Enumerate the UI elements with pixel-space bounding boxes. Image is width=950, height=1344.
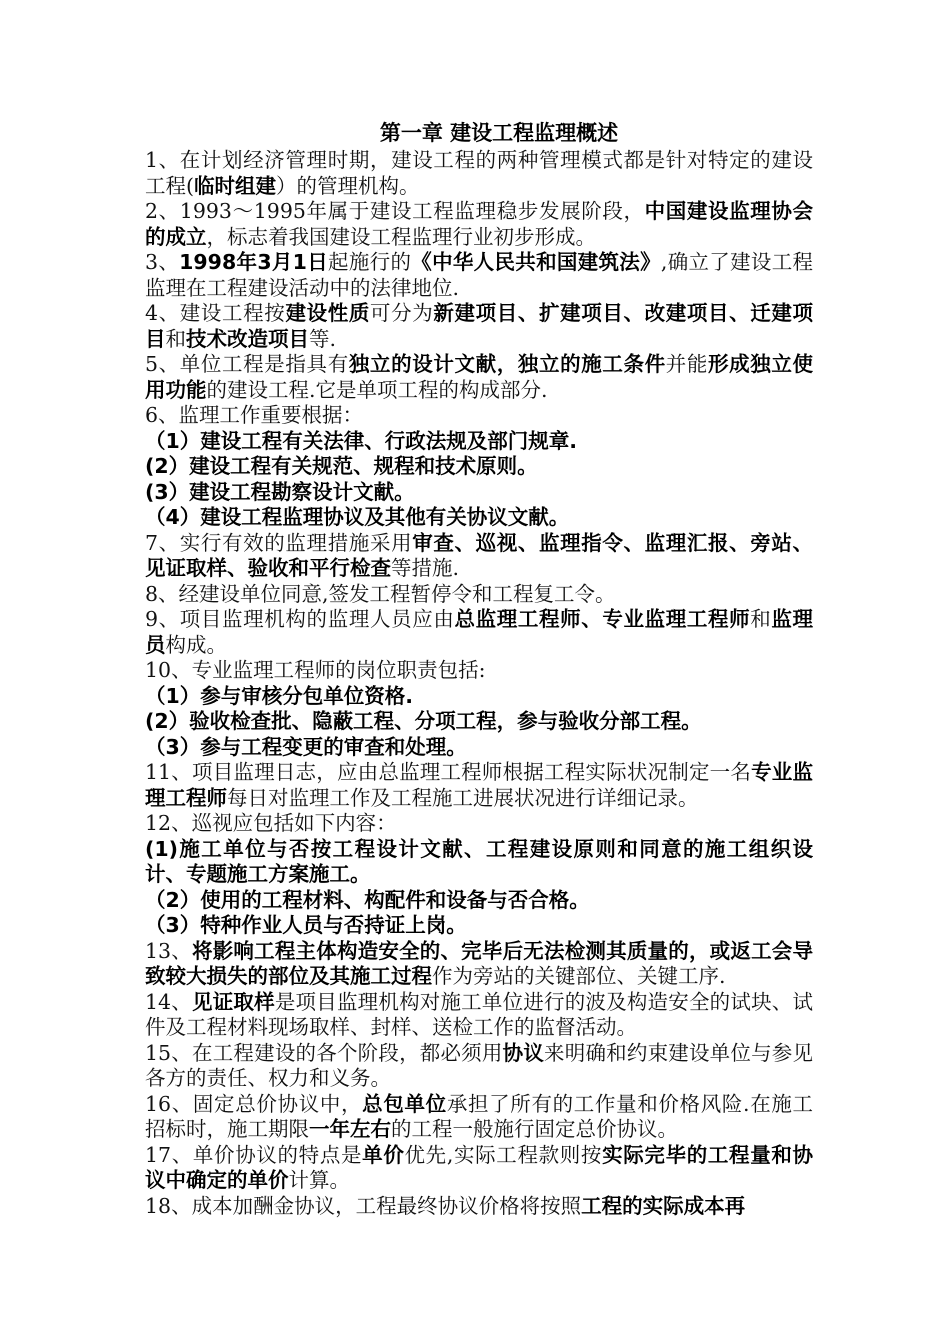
text-run: 14、 xyxy=(145,989,192,1014)
paragraph xyxy=(145,1194,813,1220)
paragraph xyxy=(145,939,813,990)
text-run: 7、实行有效的监理措施采用 xyxy=(145,530,413,555)
bold-text-run: (2）验收检查批、隐蔽工程、分项工程，参与验收分部工程。 xyxy=(145,709,702,733)
text-run: 并能 xyxy=(665,352,709,376)
bold-text-run: (3）建设工程勘察设计文献。 xyxy=(145,479,415,504)
text-run: 优先,实际工程款则按 xyxy=(404,1142,603,1167)
text-run: 6、监理工作重要根据： xyxy=(145,403,364,427)
text-run: 10、专业监理工程师的岗位职责包括: xyxy=(145,658,486,682)
bold-text-run: 独立的设计文献，独立的施工条件 xyxy=(348,352,666,376)
text-run: 9、项目监理机构的监理人员应由 xyxy=(145,607,455,631)
bold-text-run: 监理员 xyxy=(145,607,814,657)
text-run: 和 xyxy=(165,326,186,351)
text-run: 16、固定总价协议中， xyxy=(145,1091,363,1116)
paragraph xyxy=(145,480,813,506)
bold-text-run: 建设性质 xyxy=(285,301,370,325)
text-run: 8、经建设单位同意,签发工程暂停令和工程复工令。 xyxy=(145,581,616,606)
paragraph xyxy=(145,582,813,608)
bold-text-run: (2）建设工程有关规范、规程和技术原则。 xyxy=(145,454,538,478)
text-run: 4、建设工程按 xyxy=(145,301,286,325)
text-run: 是项目监理机构对施工单位进行的波及构造安全的试块、试件及工程材料现场取样、封样、送检工作的监督活动。 xyxy=(145,989,813,1039)
text-run: 等. xyxy=(309,326,337,351)
bold-text-run: (1)施工单位与否按工程设计文献、工程建设原则和同意的施工组织设计、专题施工方案施工。 xyxy=(145,836,813,886)
bold-text-run: （1）建设工程有关法律、行政法规及部门规章. xyxy=(145,428,578,453)
text-run: 承担了所有的工作量和价格风险.在施工招标时，施工期限 xyxy=(145,1091,814,1141)
bold-text-run: （1）参与审核分包单位资格. xyxy=(145,683,414,708)
text-run: 15、在工程建设的各个阶段，都必须用 xyxy=(145,1040,503,1065)
text-run: 1、在计划经济管理时期，建设工程的两种管理模式都是针对特定的建设工程( xyxy=(145,148,813,198)
text-run: 每日对监理工作及工程施工进展状况进行详细记录。 xyxy=(227,785,699,810)
text-run: 构成。 xyxy=(165,632,227,657)
paragraph xyxy=(145,811,813,837)
paragraph xyxy=(145,837,813,888)
text-run: 2、1993～1995年属于建设工程监理稳步发展阶段， xyxy=(145,199,645,223)
text-run: 5、单位工程是指具有 xyxy=(145,352,349,376)
paragraph xyxy=(145,429,813,455)
bold-text-run: 工程的实际成本再 xyxy=(581,1193,746,1218)
bold-text-run: 专业监理工程师 xyxy=(145,760,813,810)
bold-text-run: 临时组建 xyxy=(194,173,276,198)
bold-text-run: （3）特种作业人员与否持证上岗。 xyxy=(145,913,467,937)
paragraph xyxy=(145,1092,813,1143)
bold-text-run: 总监理工程师、专业监理工程师 xyxy=(454,607,751,631)
text-run: 起施行的 xyxy=(328,250,412,274)
text-run: 等措施. xyxy=(391,556,460,580)
bold-text-run: 形成独立使用功能 xyxy=(145,352,814,402)
bold-text-run: 将影响工程主体构造安全的、完毕后无法检测其质量的，或返工会导致较大损失的部位及其施工过程 xyxy=(145,938,813,988)
text-run: 和 xyxy=(750,607,772,631)
paragraph xyxy=(145,888,813,914)
chapter-title: 第一章 建设工程监理概述 xyxy=(379,121,619,145)
paragraph xyxy=(145,505,813,531)
paragraph xyxy=(145,199,813,250)
bold-text-run: 1998年3月1日 xyxy=(179,250,329,274)
paragraph xyxy=(145,735,813,761)
text-run: 来明确和约束建设单位与参见各方的责任、权力和义务。 xyxy=(145,1040,814,1090)
paragraph-list xyxy=(145,148,813,1219)
text-run: 18、成本加酬金协议，工程最终协议价格将按照 xyxy=(145,1193,582,1218)
paragraph xyxy=(145,403,813,429)
bold-text-run: 一年左右 xyxy=(309,1117,391,1141)
paragraph xyxy=(145,684,813,710)
bold-text-run: （3）参与工程变更的审查和处理。 xyxy=(145,734,467,759)
text-run: 11、项目监理日志，应由总监理工程师根据工程实际状况制定一名 xyxy=(145,760,752,784)
paragraph xyxy=(145,454,813,480)
document-body xyxy=(145,118,813,1219)
text-run: 3、 xyxy=(145,250,180,274)
text-run: 计算。 xyxy=(288,1168,350,1192)
bold-text-run: 协议 xyxy=(502,1040,545,1065)
text-run: ,确立了建设工程监理在工程建设活动中的法律地位. xyxy=(145,250,814,300)
bold-text-run: 中国建设监理协会的成立 xyxy=(145,199,813,249)
text-run: 的工程一般施行固定总价协议。 xyxy=(391,1117,678,1141)
paragraph xyxy=(145,607,813,658)
bold-text-run: 实际完毕的工程量和协议中确定的单价 xyxy=(145,1142,814,1192)
paragraph xyxy=(145,250,813,301)
bold-text-run: 单价 xyxy=(362,1142,405,1167)
bold-text-run: 审查、巡视、监理指令、监理汇报、旁站、见证取样、验收和平行检查 xyxy=(145,530,813,580)
paragraph xyxy=(145,301,813,352)
bold-text-run: （4）建设工程监理协议及其他有关协议文献。 xyxy=(145,505,570,529)
text-run: 的建设工程.它是单项工程的构成部分. xyxy=(206,377,548,402)
bold-text-run: 见证取样 xyxy=(192,989,275,1014)
bold-text-run: （2）使用的工程材料、构配件和设备与否合格。 xyxy=(145,887,590,912)
bold-text-run: 《中华人民共和国建筑法》 xyxy=(411,250,661,274)
paragraph xyxy=(145,990,813,1041)
text-run: 13、 xyxy=(145,938,192,963)
text-run: 可分为 xyxy=(369,301,434,325)
paragraph xyxy=(145,531,813,582)
paragraph xyxy=(145,148,813,199)
paragraph xyxy=(145,1041,813,1092)
paragraph xyxy=(145,1143,813,1194)
text-run: ）的管理机构。 xyxy=(276,173,420,198)
paragraph xyxy=(145,760,813,811)
text-run: 12、巡视应包括如下内容： xyxy=(145,811,397,835)
text-run: ，标志着我国建设工程监理行业初步形成。 xyxy=(206,224,596,249)
bold-text-run: 技术改造项目 xyxy=(186,326,309,351)
bold-text-run: 总包单位 xyxy=(362,1091,447,1116)
paragraph xyxy=(145,352,813,403)
paragraph xyxy=(145,913,813,939)
paragraph xyxy=(145,658,813,684)
paragraph xyxy=(145,709,813,735)
text-run: 作为旁站的关键部位、关键工序. xyxy=(432,964,726,988)
bold-text-run: 新建项目、扩建项目、改建项目、迁建项目 xyxy=(145,301,814,351)
text-run: 17、单价协议的特点是 xyxy=(145,1142,363,1167)
